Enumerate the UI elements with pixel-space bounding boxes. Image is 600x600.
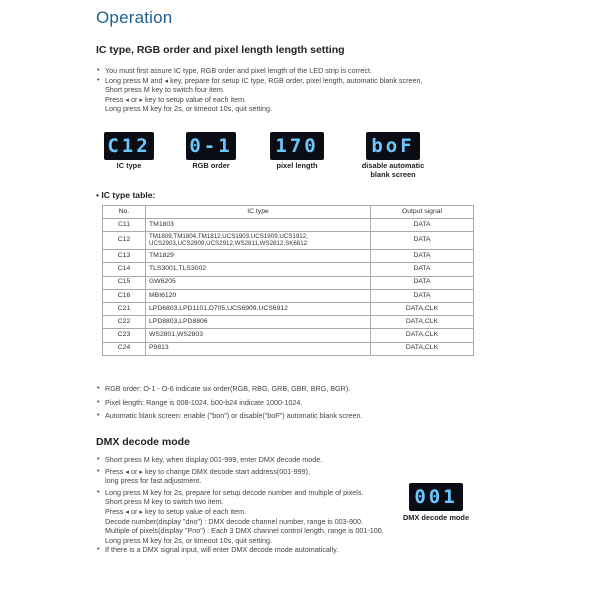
pixel-length-caption: pixel length — [276, 161, 318, 170]
instruction-line: Press ◂ or ▸ key to setup value of each item. — [105, 506, 247, 516]
column-header-ic-type: IC type — [146, 206, 371, 219]
table-row: C16 MBI6120 DATA — [103, 289, 474, 302]
table-row: C11 TM1803 DATA — [103, 219, 474, 232]
instruction-line: • If there is a DMX signal input, will enter DMX decode mode automatically. — [96, 545, 416, 555]
instruction-line: Short press M key to switch two item. — [105, 497, 224, 507]
instruction-line: • Long press M and ◂ key, prepare for setup IC type, RGB order, pixel length, automatic blank screen, — [96, 76, 516, 86]
instruction-line: Short press M key to switch four item. — [105, 85, 225, 95]
pixel-length-display: 170 — [270, 132, 324, 160]
dmx-decode-display: 001 — [409, 483, 463, 511]
ic-table-heading: • IC type table: — [96, 190, 156, 200]
instruction-line: • You must first assure IC type, RGB order and pixel length of the LED strip is correct. — [96, 66, 516, 76]
column-header-no: No. — [103, 206, 146, 219]
rgb-order-caption: RGB order — [192, 161, 230, 170]
notes-list — [96, 384, 516, 421]
dmx-decode-caption: DMX decode mode — [402, 513, 470, 522]
column-header-output-signal: Output signal — [371, 206, 474, 219]
section-heading-ic-setting: IC type, RGB order and pixel length length setting — [96, 44, 345, 56]
instruction-line: • Long press M key for 2s, prepare for setup decode number and multiple of pixels. — [96, 488, 416, 498]
table-row: C12 TM1809,TM1804,TM1812,UCS1903,UCS1909,UCS1912, UCS2903,UCS2909,UCS2912,WS2811,WS2812,SK6812 DATA — [103, 232, 474, 250]
dmx-display-group — [396, 483, 476, 523]
table-row: C15 GW6205 DATA — [103, 276, 474, 289]
blank-screen-display: boF — [366, 132, 420, 160]
instruction-line: Multiple of pixels(display "Pno") : Each 3 DMX channel control length, range is 001-100. — [105, 526, 384, 536]
instruction-line: • Press ◂ or ▸ key to change DMX decode start address(001-999), — [96, 467, 416, 477]
blank-screen-display-group — [352, 132, 434, 179]
table-row: C14 TLS3001,TLS3002 DATA — [103, 263, 474, 276]
table-row: C24 P9813 DATA,CLK — [103, 342, 474, 355]
ic-type-display: C12 — [104, 132, 154, 160]
ic-type-table — [102, 205, 474, 356]
instruction-line: Press ◂ or ▸ key to setup value of each item. — [105, 94, 247, 104]
ic-setting-instructions — [96, 66, 516, 114]
rgb-order-display: 0-1 — [186, 132, 236, 160]
dmx-instructions — [96, 455, 416, 555]
table-row: C22 LPD8803,LPD8806 DATA,CLK — [103, 316, 474, 329]
table-row: C21 LPD6803,LPD1101,D705,UCS6909,UCS6912 DATA,CLK — [103, 302, 474, 315]
rgb-order-display-group — [186, 132, 236, 171]
instruction-line: Decode number(display "dno") : DMX decode channel number, range is 003-900. — [105, 516, 364, 526]
note-rgb-order: • RGB order: O-1 - O-6 indicate six order(RGB, RBG, GRB, GBR, BRG, BGR). — [96, 384, 516, 394]
ic-type-caption: IC type — [116, 161, 142, 170]
section-heading-dmx: DMX decode mode — [96, 436, 190, 448]
instruction-line: Long press M key for 2s, or timeout 10s, quit setting. — [105, 104, 272, 114]
table-row: C13 TM1829 DATA — [103, 250, 474, 263]
table-header-row — [103, 206, 474, 219]
note-pixel-length: • Pixel length: Range is 008-1024, b00-b24 indicate 1000-1024. — [96, 398, 516, 408]
pixel-length-display-group — [270, 132, 324, 171]
note-blank-screen: • Automatic blank screen: enable ("bon") or disable("boF") automatic blank screen. — [96, 411, 516, 421]
blank-screen-caption: disable automatic blank screen — [361, 161, 425, 179]
page-title: Operation — [96, 8, 173, 27]
instruction-line: • Short press M key, when display 001-999, enter DMX decode mode. — [96, 455, 416, 465]
instruction-line: Long press M key for 2s, or timeout 10s, quit setting. — [105, 535, 272, 545]
table-row: C23 WS2801,WS2803 DATA,CLK — [103, 329, 474, 342]
ic-type-display-group — [104, 132, 154, 171]
instruction-line: long press for fast adjustment. — [105, 476, 202, 486]
